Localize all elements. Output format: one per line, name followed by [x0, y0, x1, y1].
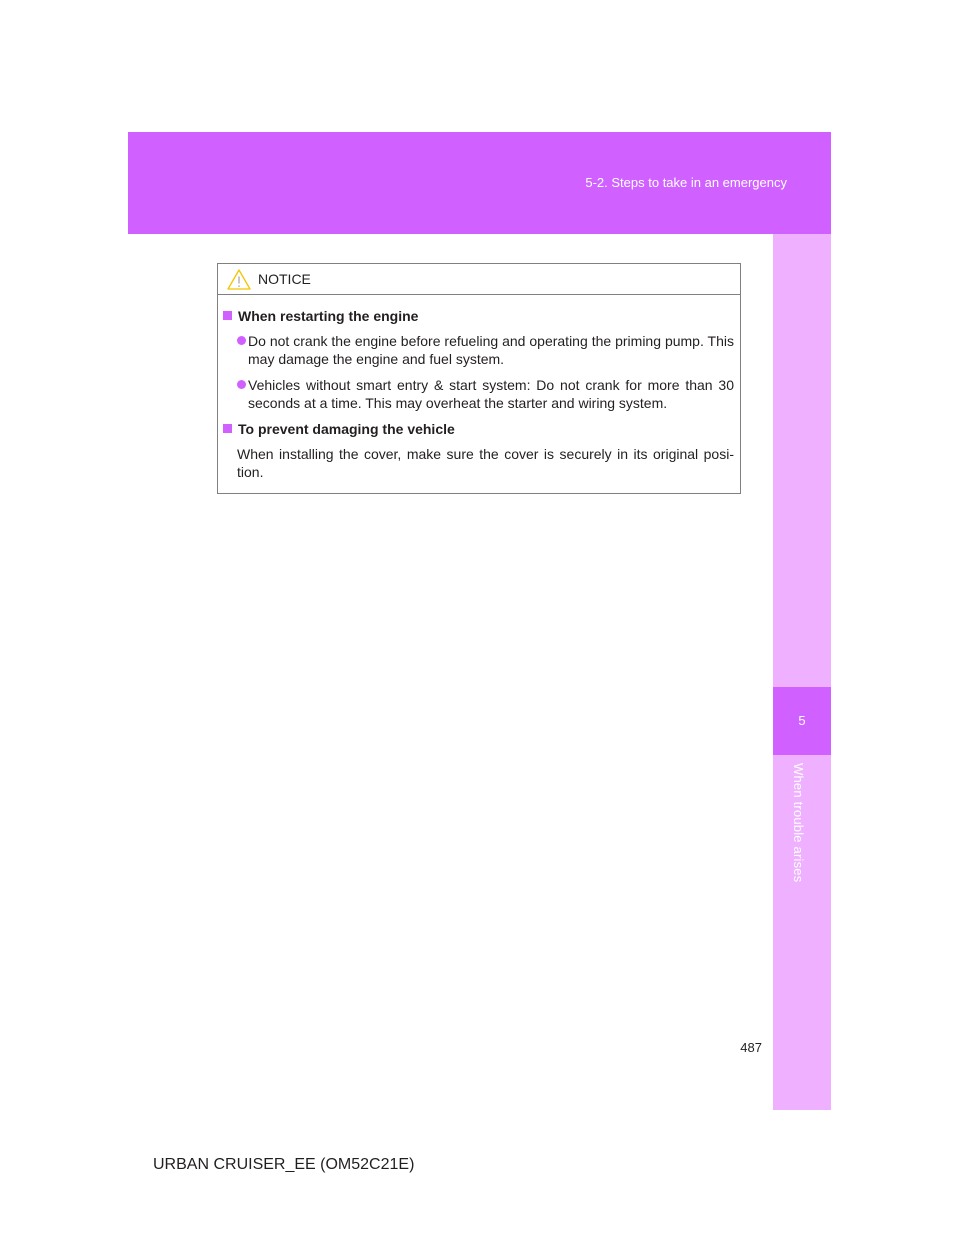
heading-text: When restarting the engine [238, 308, 419, 324]
list-item [218, 332, 740, 368]
chapter-number-box [773, 687, 831, 755]
footer-model-code: URBAN CRUISER_EE (OM52C21E) [153, 1156, 415, 1173]
round-bullet-icon [237, 336, 246, 345]
list-item-text: Vehicles without smart entry & start system: Do not crank for more than 30 seconds at a time. This may overheat the starter and wiring system. [248, 377, 734, 411]
chapter-title: When trouble arises [791, 763, 806, 883]
header-band [128, 132, 831, 234]
chapter-number: 5 [798, 713, 806, 728]
page-number: 487 [740, 1040, 762, 1055]
section-heading [218, 307, 740, 325]
paragraph: When installing the cover, make sure the cover is securely in its original posi-tion. [237, 446, 734, 480]
heading-text: To prevent damaging the vehicle [238, 421, 455, 437]
section-heading [218, 420, 740, 438]
list-item-text: Do not crank the engine before refueling and operating the priming pump. This may damage the engine and fuel system. [248, 333, 734, 367]
square-bullet-icon [223, 424, 232, 433]
notice-header [218, 264, 740, 295]
warning-triangle-icon [227, 269, 251, 290]
list-item [218, 376, 740, 412]
notice-title: NOTICE [258, 271, 311, 287]
notice-box [217, 263, 741, 494]
square-bullet-icon [223, 311, 232, 320]
section-title: 5-2. Steps to take in an emergency [585, 175, 787, 190]
notice-body [218, 295, 740, 481]
chapter-side-tab [773, 234, 831, 1110]
round-bullet-icon [237, 380, 246, 389]
